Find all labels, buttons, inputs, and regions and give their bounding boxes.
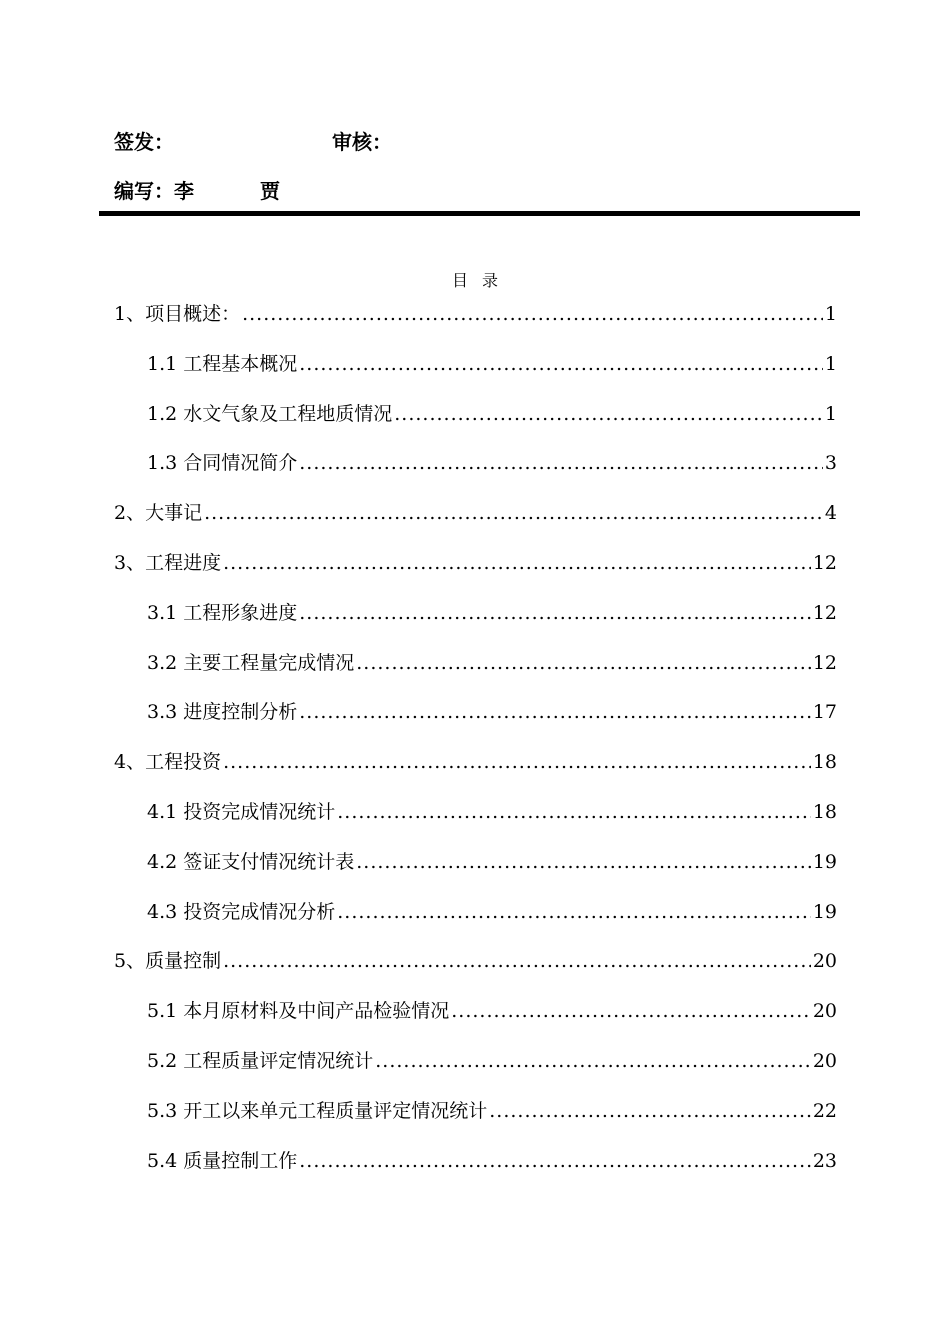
- toc-leader-dots: [299, 347, 823, 381]
- toc-entry-page: 23: [812, 1149, 837, 1172]
- signature-row: [114, 128, 514, 156]
- toc-title: 目录: [451, 271, 512, 290]
- toc-entry[interactable]: [147, 895, 837, 929]
- toc-entry[interactable]: [147, 446, 837, 480]
- toc-entry-text: 4、工程投资: [114, 751, 222, 774]
- toc-entry-page: 12: [812, 601, 837, 624]
- toc-entry[interactable]: [114, 745, 837, 779]
- toc-entry-text: 1.3 合同情况简介: [147, 452, 298, 475]
- toc-leader-dots: [356, 646, 811, 680]
- toc-leader-dots: [451, 994, 811, 1028]
- toc-entry[interactable]: [114, 297, 837, 331]
- toc-entry[interactable]: [147, 695, 837, 729]
- toc-entry-page: 1: [824, 303, 837, 325]
- toc-leader-dots: [242, 297, 823, 331]
- toc-leader-dots: [356, 845, 811, 879]
- toc-leader-dots: [223, 944, 811, 978]
- toc-entry-text: 4.2 签证支付情况统计表: [147, 850, 355, 873]
- toc-leader-dots: [299, 446, 823, 480]
- toc-entry[interactable]: [147, 646, 837, 680]
- toc-leader-dots: [337, 795, 811, 829]
- toc-entry-page: 4: [824, 502, 837, 525]
- writer-row: [114, 177, 414, 205]
- toc-entry-text: 3.3 进度控制分析: [147, 701, 298, 724]
- toc-leader-dots: [223, 745, 811, 779]
- toc-entry-text: 5、质量控制: [114, 950, 222, 973]
- toc-leader-dots: [375, 1044, 811, 1078]
- toc-entry[interactable]: [147, 1094, 837, 1128]
- toc-leader-dots: [299, 695, 811, 729]
- toc-entry-text: 2、大事记: [114, 502, 203, 525]
- toc-leader-dots: [489, 1094, 811, 1128]
- toc-entry-text: 3、工程进度: [114, 552, 222, 574]
- toc-entry-text: 5.2 工程质量评定情况统计: [147, 1050, 374, 1072]
- toc-entry-page: 18: [812, 751, 837, 774]
- toc-entry-page: 22: [812, 1099, 837, 1122]
- toc-entry[interactable]: [114, 944, 837, 978]
- header-divider: [99, 211, 860, 216]
- toc-entry-page: 20: [812, 1050, 837, 1072]
- toc-leader-dots: [299, 596, 811, 630]
- toc-entry[interactable]: [147, 347, 837, 381]
- writer-label: 编写：李: [114, 179, 194, 203]
- writer-extra: 贾: [260, 179, 280, 203]
- toc-entry[interactable]: [114, 496, 837, 530]
- toc-leader-dots: [299, 1144, 811, 1178]
- toc-entry[interactable]: [147, 845, 837, 879]
- toc-leader-dots: [337, 895, 811, 929]
- toc-entry[interactable]: [147, 795, 837, 829]
- toc-entry-text: 5.1 本月原材料及中间产品检验情况: [147, 1000, 450, 1023]
- toc-entry-text: 3.1 工程形象进度: [147, 601, 298, 624]
- toc-entry-page: 3: [824, 452, 837, 475]
- toc-leader-dots: [204, 496, 823, 530]
- toc-leader-dots: [223, 546, 811, 580]
- toc-entry-page: 12: [812, 651, 837, 674]
- toc-entry-page: 19: [812, 850, 837, 873]
- toc-entry-text: 1、项目概述：: [114, 303, 241, 325]
- toc-entry-text: 4.1 投资完成情况统计: [147, 801, 336, 823]
- toc-entry-text: 4.3 投资完成情况分析: [147, 900, 336, 923]
- toc-entry-text: 5.4 质量控制工作: [147, 1149, 298, 1172]
- toc-entry-page: 17: [812, 701, 837, 724]
- toc-entry-page: 1: [824, 402, 837, 425]
- toc-entry-page: 12: [812, 552, 837, 574]
- toc-entry[interactable]: [147, 397, 837, 431]
- toc-entry-page: 20: [812, 950, 837, 973]
- toc-entry-page: 1: [824, 352, 837, 375]
- toc-entry-text: 1.2 水文气象及工程地质情况: [147, 402, 393, 425]
- review-label: 审核：: [332, 130, 392, 154]
- toc-entry-text: 1.1 工程基本概况: [147, 352, 298, 375]
- toc-entry[interactable]: [147, 596, 837, 630]
- toc-leader-dots: [394, 397, 823, 431]
- toc-entry-text: 3.2 主要工程量完成情况: [147, 651, 355, 674]
- toc-entry-text: 5.3 开工以来单元工程质量评定情况统计: [147, 1099, 488, 1122]
- sign-label: 签发：: [114, 130, 174, 154]
- toc-entry[interactable]: [147, 1144, 837, 1178]
- toc-entry[interactable]: [147, 1044, 837, 1078]
- toc-entry-page: 19: [812, 900, 837, 923]
- toc-entry[interactable]: [147, 994, 837, 1028]
- toc-entry-page: 20: [812, 1000, 837, 1023]
- toc-entry-page: 18: [812, 801, 837, 823]
- toc-entry[interactable]: [114, 546, 837, 580]
